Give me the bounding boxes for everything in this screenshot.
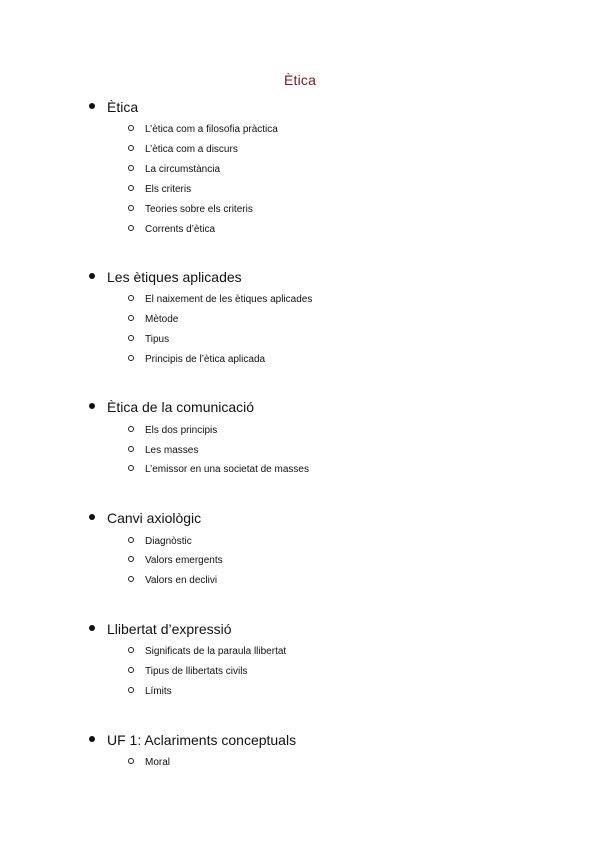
circle-bullet-icon — [128, 185, 134, 191]
circle-bullet-icon — [128, 295, 134, 301]
list-item: Valors emergents — [128, 555, 223, 567]
circle-bullet-icon — [128, 758, 134, 764]
list-item: Teories sobre els criteris — [128, 204, 253, 216]
list-item: Els criteris — [128, 184, 191, 196]
bullet-icon — [89, 273, 95, 279]
circle-bullet-icon — [128, 355, 134, 361]
section-heading: Canvi axiològic — [89, 510, 201, 526]
circle-bullet-icon — [128, 225, 134, 231]
bullet-icon — [89, 103, 95, 109]
list-item: L’ètica com a discurs — [128, 144, 238, 156]
list-item: Diagnòstic — [128, 536, 192, 548]
bullet-icon — [89, 514, 95, 520]
list-item: La circumstància — [128, 164, 220, 176]
document-title: Ètica — [283, 72, 317, 88]
circle-bullet-icon — [128, 125, 134, 131]
section-heading: Llibertat d’expressió — [89, 621, 232, 637]
list-item: L’emissor en una societat de masses — [128, 464, 309, 476]
list-item: Els dos principis — [128, 425, 217, 437]
bullet-icon — [89, 736, 95, 742]
circle-bullet-icon — [128, 426, 134, 432]
list-item: El naixement de les ètiques aplicades — [128, 294, 312, 306]
circle-bullet-icon — [128, 335, 134, 341]
bullet-icon — [89, 403, 95, 409]
list-item: Significats de la paraula llibertat — [128, 646, 286, 658]
section-heading: UF 1: Aclariments conceptuals — [89, 732, 296, 748]
list-item: Tipus — [128, 334, 169, 346]
circle-bullet-icon — [128, 465, 134, 471]
list-item: Mètode — [128, 314, 178, 326]
list-item: Límits — [128, 686, 172, 698]
circle-bullet-icon — [128, 165, 134, 171]
circle-bullet-icon — [128, 647, 134, 653]
list-item: Principis de l’ètica aplicada — [128, 354, 265, 366]
bullet-icon — [89, 625, 95, 631]
list-item: Valors en declivi — [128, 575, 217, 587]
circle-bullet-icon — [128, 537, 134, 543]
list-item: Les masses — [128, 445, 198, 457]
circle-bullet-icon — [128, 145, 134, 151]
section-heading: Ètica — [89, 99, 138, 115]
section-heading: Ètica de la comunicació — [89, 399, 254, 415]
list-item: Corrents d’ètica — [128, 224, 215, 236]
circle-bullet-icon — [128, 556, 134, 562]
circle-bullet-icon — [128, 576, 134, 582]
list-item: Moral — [128, 757, 170, 769]
circle-bullet-icon — [128, 315, 134, 321]
list-item: L’ètica com a filosofia pràctica — [128, 124, 278, 136]
circle-bullet-icon — [128, 667, 134, 673]
circle-bullet-icon — [128, 687, 134, 693]
circle-bullet-icon — [128, 446, 134, 452]
list-item: Tipus de llibertats civils — [128, 666, 247, 678]
section-heading: Les ètiques aplicades — [89, 269, 242, 285]
circle-bullet-icon — [128, 205, 134, 211]
